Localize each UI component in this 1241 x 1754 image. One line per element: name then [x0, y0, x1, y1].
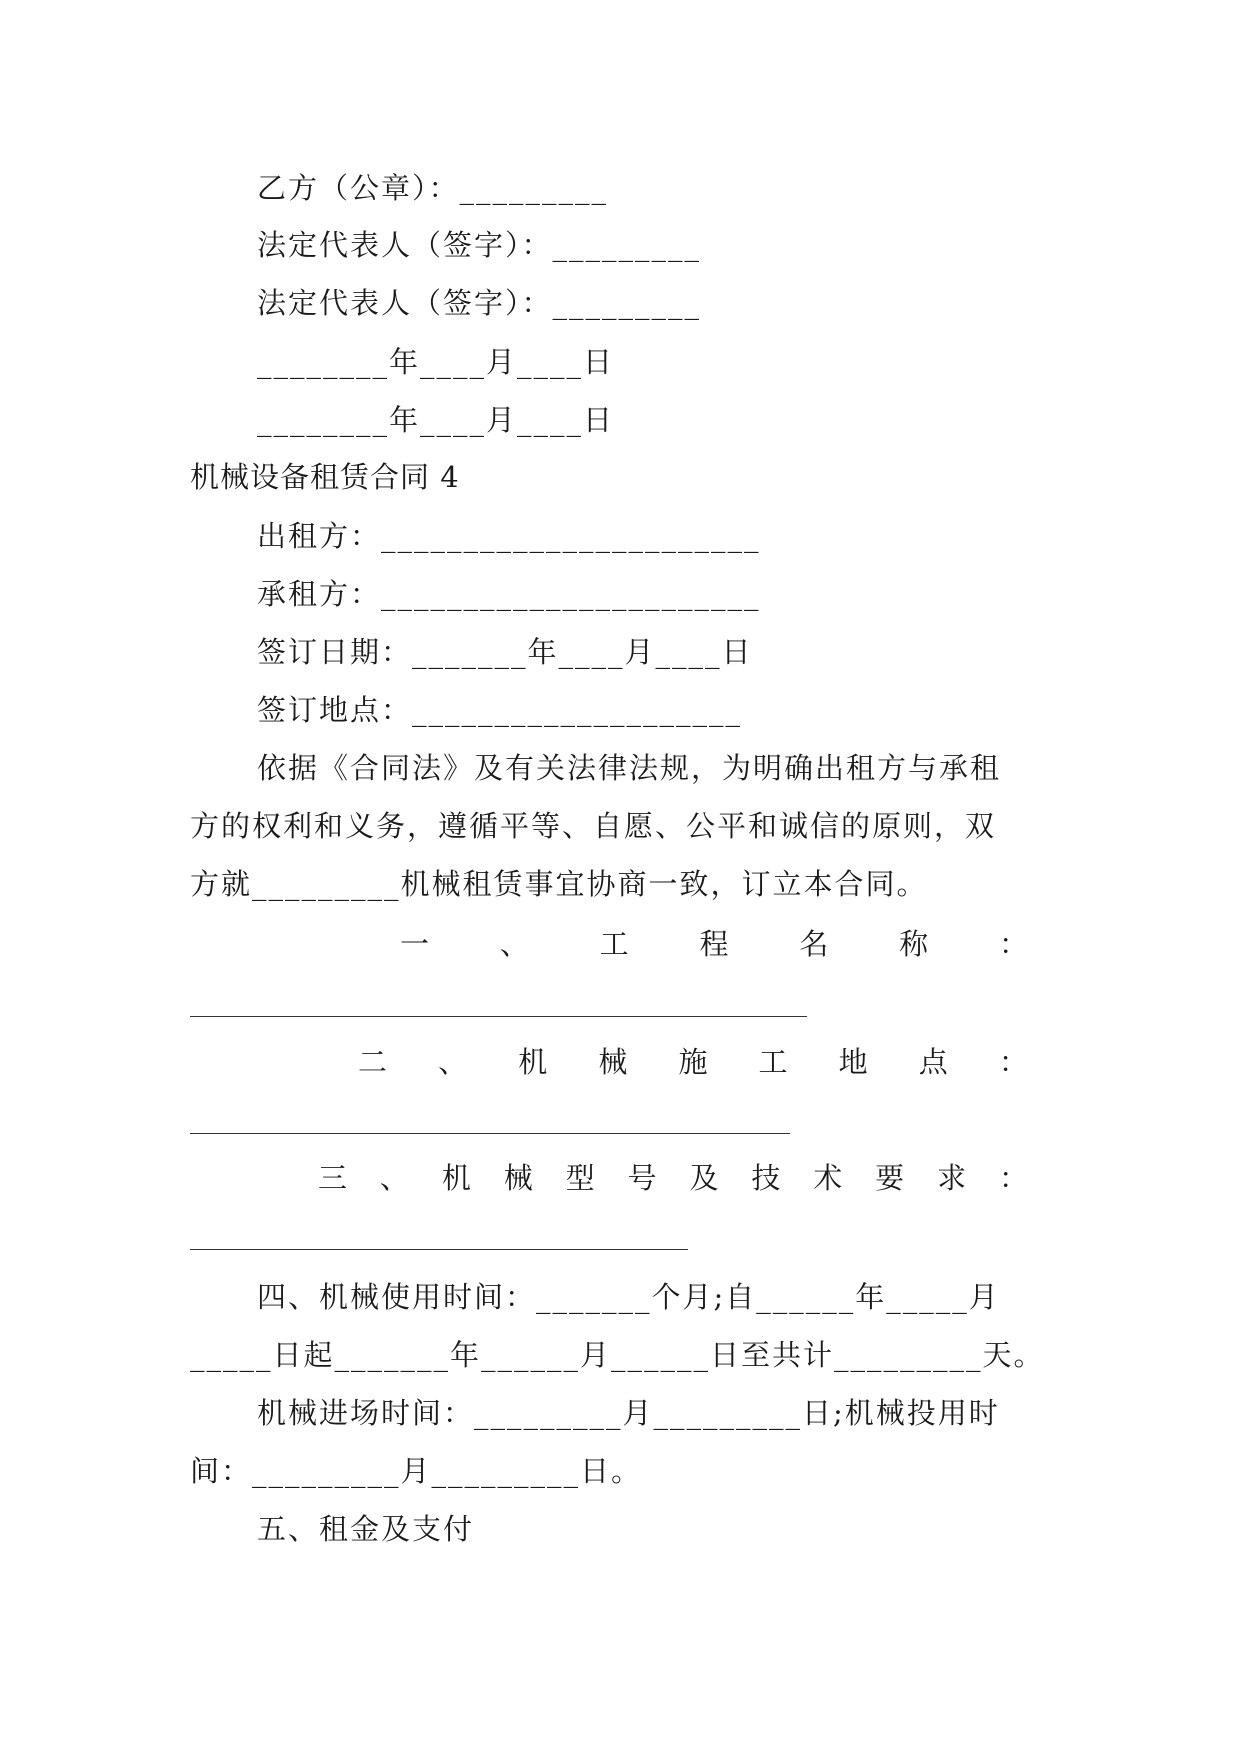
section-4-line-2: _____日起_______年______月______日至共计_________天。: [190, 1338, 1045, 1372]
section-3-blank: [190, 1249, 688, 1250]
legal-rep-signature-1: 法定代表人（签字）：_________: [257, 228, 702, 262]
section-5-heading: 五、租金及支付: [257, 1512, 475, 1546]
signing-date-1: ________年____月____日: [257, 345, 615, 379]
preamble-line-2: 方的权利和义务，遵循平等、自愿、公平和诚信的原则，双: [190, 809, 997, 843]
section-1-heading: 一 、 工 程 名 称 ：: [400, 927, 1030, 961]
preamble-line-3: 方就_________机械租赁事宜协商一致，订立本合同。: [190, 867, 928, 901]
sign-date-line: 签订日期：_______年____月____日: [257, 635, 753, 669]
sign-place-line: 签订地点：____________________: [257, 693, 743, 727]
section-4-line-1: 四、机械使用时间：_______个月;自______年_____月: [257, 1280, 1000, 1314]
section-2-heading: 二 、 机 械 施 工 地 点 ：: [358, 1045, 1030, 1079]
lessor-line: 出租方：_______________________: [257, 519, 761, 553]
legal-rep-signature-2: 法定代表人（签字）：_________: [257, 286, 702, 320]
section-3-heading: 三 、 机 械 型 号 及 技 术 要 求 ：: [318, 1161, 1030, 1195]
section-1-blank: [190, 1016, 807, 1017]
signing-date-2: ________年____月____日: [257, 403, 615, 437]
preamble-line-1: 依据《合同法》及有关法律法规，为明确出租方与承租: [257, 751, 1002, 785]
entry-time-line-2: 间：_________月_________日。: [190, 1454, 643, 1488]
section-2-blank: [190, 1133, 790, 1134]
entry-time-line-1: 机械进场时间：_________月_________日;机械投用时: [257, 1396, 1000, 1430]
lessee-line: 承租方：_______________________: [257, 577, 761, 611]
party-b-seal: 乙方（公章）：_________: [257, 171, 609, 205]
contract-title: 机械设备租赁合同 4: [190, 460, 460, 494]
